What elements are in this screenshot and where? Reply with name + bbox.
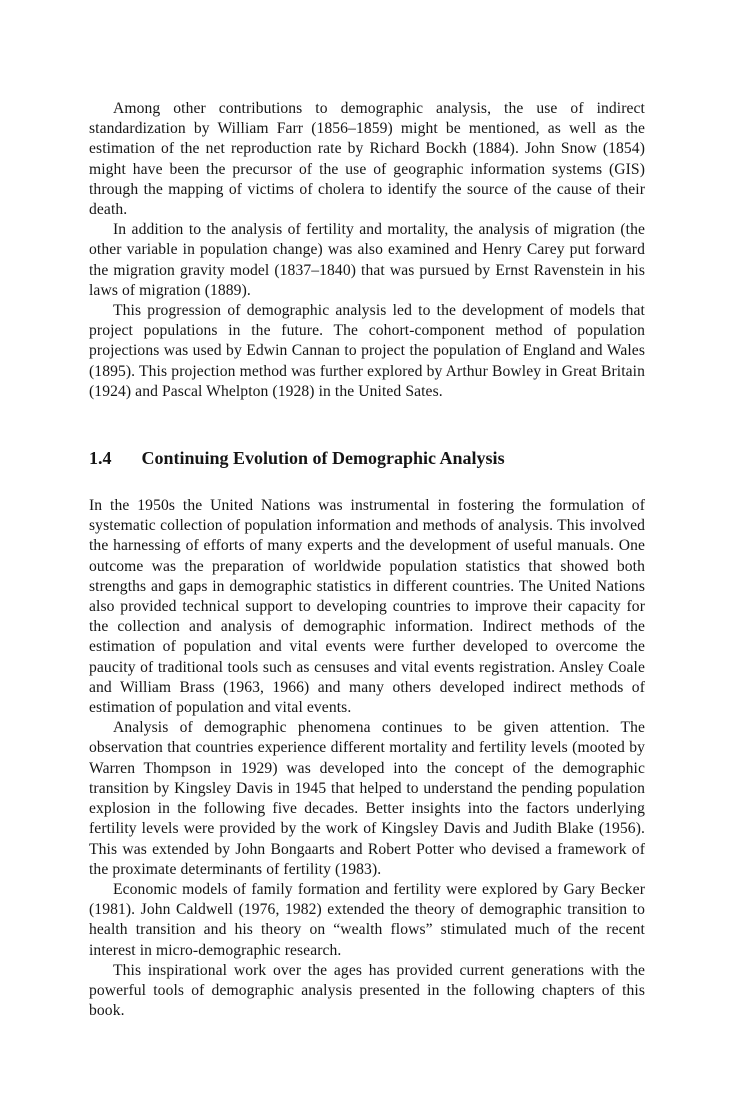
body-paragraph: Economic models of family formation and fertility were explored by Gary Becker (1981). John Caldwell (1976, 1982) extended the theory of demographic transition to health transition and his theory on “wealth flows” stimulated much of the recent interest in micro-demographic research. [89, 880, 645, 959]
body-paragraph: This inspirational work over the ages has provided current generations with the powerful tools of demographic analysis presented in the following chapters of this book. [89, 961, 645, 1020]
body-paragraph: This progression of demographic analysis led to the development of models that project populations in the future. The cohort-component method of population projections was used by Edwin Cannan to project the population of England and Wales (1895). This projection method was further explored by Arthur Bowley in Great Britain (1924) and Pascal Whelpton (1928) in the United Sates. [89, 302, 645, 400]
body-paragraph: Among other contributions to demographic analysis, the use of indirect standardization by William Farr (1856–1859) might be mentioned, as well as the estimation of the net reproduction rate by Richard Bockh (1884). John Snow (1854) might have been the precursor of the use of geographic information systems (GIS) through the mapping of victims of cholera to identify the source of the cause of their death. [89, 100, 645, 219]
body-paragraph: In addition to the analysis of fertility and mortality, the analysis of migration (the other variable in population change) was also examined and Henry Carey put forward the migration gravity model (1837–1840) that was pursued by Ernst Ravenstein in his laws of migration (1889). [89, 221, 645, 299]
body-paragraph: In the 1950s the United Nations was instrumental in fostering the formulation of systematic collection of population information and methods of analysis. This involved the harnessing of efforts of many experts and the development of useful manuals. One outcome was the preparation of worldwide population statistics that showed both strengths and gaps in demographic statistics in different countries. The United Nations also provided technical support to developing countries to improve their capacity for the collection and analysis of demographic information. Indirect methods of the estimation of population and vital events were further developed to overcome the paucity of traditional tools such as censuses and vital events registration. Ansley Coale and William Brass (1963, 1966) and many others developed indirect methods of estimation of population and vital events. [89, 497, 645, 717]
text-block [89, 99, 645, 1021]
section-heading-number: 1.4 [89, 448, 112, 469]
section-heading [89, 447, 645, 469]
body-paragraph: Analysis of demographic phenomena continues to be given attention. The observation that countries experience different mortality and fertility levels (mooted by Warren Thompson in 1929) was developed into the concept of the demographic transition by Kingsley Davis in 1945 that helped to understand the pending population explosion in the following five decades. Better insights into the factors underlying fertility levels were provided by the work of Kingsley Davis and Judith Blake (1956). This was extended by John Bongaarts and Robert Potter who devised a framework of the proximate determinants of fertility (1983). [89, 719, 645, 878]
section-heading-title: Continuing Evolution of Demographic Analysis [141, 448, 505, 469]
